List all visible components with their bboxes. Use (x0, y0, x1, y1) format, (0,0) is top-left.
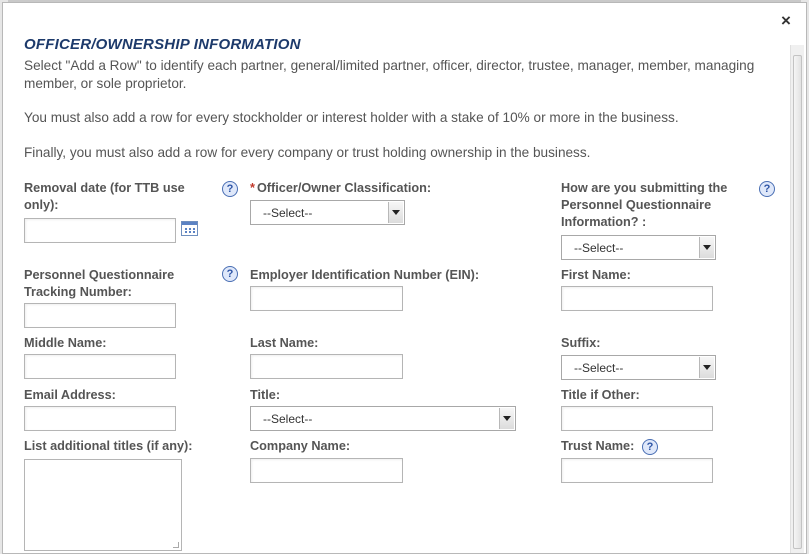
pq-submit-select[interactable] (561, 235, 716, 260)
company-name-input[interactable] (250, 458, 403, 483)
trust-name-label: Trust Name: (561, 439, 635, 453)
additional-titles-label: List additional titles (if any): (24, 439, 193, 453)
company-name-label: Company Name: (250, 439, 351, 453)
chevron-down-icon (699, 237, 714, 258)
title-label: Title: (250, 388, 281, 402)
stockholder-note: You must also add a row for every stockholder or interest holder with a stake of 10% or more in the business. (24, 110, 679, 125)
officer-classification-value: --Select-- (263, 206, 313, 220)
pq-submit-label: How are you submitting the Personnel Questionnaire Information? : (561, 181, 728, 229)
pq-tracking-label: Personnel Questionnaire Tracking Number: (24, 268, 175, 299)
chevron-down-icon (388, 202, 403, 223)
removal-date-label: Removal date (for TTB use only): (24, 181, 185, 212)
officer-classification-select[interactable] (250, 200, 405, 225)
last-name-input[interactable] (250, 354, 403, 379)
pq-tracking-input[interactable] (24, 303, 176, 328)
dialog-title: OFFICER/OWNERSHIP INFORMATION (24, 36, 301, 53)
intro-text: Select "Add a Row" to identify each partner, general/limited partner, officer, director, trustee, manager, member, managing member, or sole proprietor. (24, 58, 755, 91)
pq-submit-value: --Select-- (574, 241, 624, 255)
first-name-label: First Name: (561, 268, 631, 282)
email-label: Email Address: (24, 388, 116, 402)
chevron-down-icon (699, 357, 714, 378)
removal-date-input[interactable] (24, 218, 176, 243)
suffix-value: --Select-- (574, 361, 624, 375)
required-marker: * (250, 181, 255, 195)
scrollbar-thumb[interactable] (793, 55, 802, 549)
title-other-input[interactable] (561, 406, 713, 431)
suffix-select[interactable] (561, 355, 716, 380)
removal-date-help-icon[interactable]: ? (222, 181, 238, 197)
trust-name-input[interactable] (561, 458, 713, 483)
email-input[interactable] (24, 406, 176, 431)
officer-classification-label (250, 180, 431, 197)
title-other-label: Title if Other: (561, 388, 640, 402)
middle-name-label: Middle Name: (24, 336, 107, 350)
additional-titles-textarea[interactable] (24, 459, 182, 551)
suffix-label: Suffix: (561, 336, 601, 350)
ein-input[interactable] (250, 286, 403, 311)
first-name-input[interactable] (561, 286, 713, 311)
trust-name-help-icon[interactable]: ? (642, 439, 658, 455)
chevron-down-icon (499, 408, 514, 429)
pq-tracking-help-icon[interactable]: ? (222, 266, 238, 282)
vertical-scrollbar[interactable] (790, 45, 804, 553)
company-note: Finally, you must also add a row for every company or trust holding ownership in the business. (24, 145, 591, 160)
middle-name-input[interactable] (24, 354, 176, 379)
pq-submit-help-icon[interactable]: ? (759, 181, 775, 197)
calendar-icon[interactable] (181, 221, 198, 236)
close-icon[interactable]: × (781, 11, 791, 30)
last-name-label: Last Name: (250, 336, 319, 350)
officer-ownership-dialog (2, 2, 807, 554)
ein-label: Employer Identification Number (EIN): (250, 268, 480, 282)
title-value: --Select-- (263, 412, 313, 426)
officer-classification-label-text: Officer/Owner Classification: (256, 181, 432, 195)
title-select[interactable] (250, 406, 516, 431)
